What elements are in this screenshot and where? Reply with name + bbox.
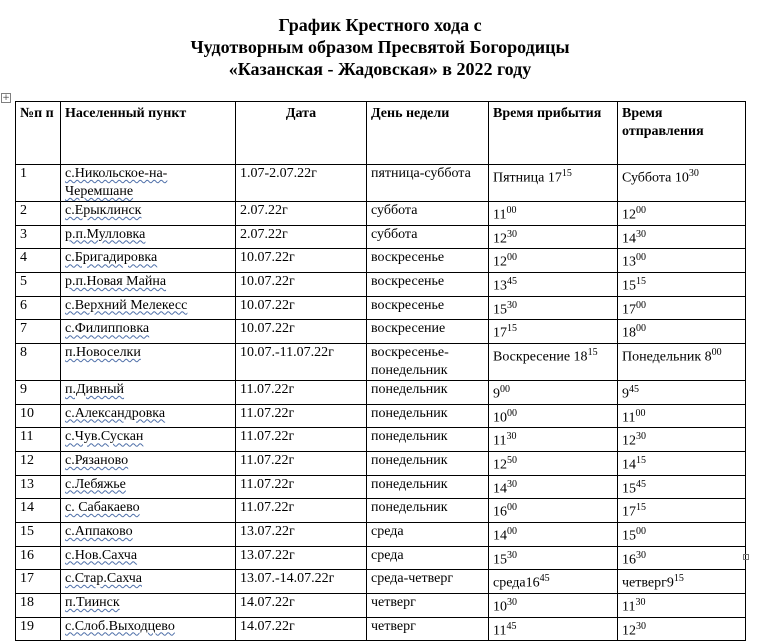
cell-arrival-minutes: 30: [506, 431, 517, 443]
cell-place: [61, 546, 236, 570]
cell-place: [61, 499, 236, 523]
cell-place: [61, 475, 236, 499]
cell-weekday: [367, 343, 489, 380]
cell-date: [236, 343, 367, 380]
cell-departure-minutes: 00: [636, 323, 646, 335]
cell-num: [16, 380, 61, 404]
cell-date: [236, 522, 367, 546]
cell-place-text: с.Верхний Мелекесс: [65, 297, 188, 313]
schedule-table: [15, 101, 746, 641]
cell-weekday-text: четверг: [371, 618, 416, 634]
cell-num: [16, 451, 61, 475]
cell-departure-text: 9: [622, 386, 629, 402]
cell-arrival-text: 11: [493, 433, 507, 449]
cell-date-text: 10.07.-11.07.22г: [240, 344, 334, 360]
cell-departure-text: 18: [622, 325, 636, 341]
cell-departure-text: Суббота 10: [622, 170, 689, 186]
cell-arrival-text: 15: [493, 552, 507, 568]
cell-departure: [618, 343, 746, 380]
cell-departure-minutes: 45: [629, 383, 639, 395]
cell-num-text: 14: [20, 500, 34, 516]
table-row: [16, 165, 746, 202]
table-row: [16, 249, 746, 273]
cell-weekday-text: понедельник: [371, 500, 448, 516]
cell-arrival: [489, 380, 618, 404]
cell-departure-minutes: 00: [636, 205, 646, 216]
cell-num-text: 18: [20, 594, 34, 610]
cell-place: [61, 249, 236, 273]
cell-departure: [618, 404, 746, 428]
cell-date: [236, 570, 367, 594]
header-arrival: Время прибытия: [489, 102, 618, 165]
header-row: [16, 102, 746, 165]
cell-arrival-minutes: 45: [507, 275, 517, 287]
cell-place: [61, 202, 236, 226]
cell-weekday: [367, 499, 489, 523]
cell-num: [16, 249, 61, 273]
cell-place: [61, 165, 236, 202]
title-line-3: «Казанская - Жадовская» в 2022 году: [228, 59, 532, 79]
cell-num: [16, 343, 61, 380]
cell-departure-minutes: 15: [673, 573, 684, 585]
cell-arrival: [489, 428, 618, 452]
cell-weekday-text: воскресенье: [371, 250, 445, 266]
table-row: [16, 546, 746, 570]
title-line-2: Чудотворным образом Пресвятой Богородицы: [190, 37, 570, 57]
cell-arrival-minutes: 45: [539, 573, 550, 585]
cell-departure-text: 14: [622, 231, 636, 247]
table-row: [16, 404, 746, 428]
cell-departure-minutes: 00: [711, 346, 722, 358]
cell-num: [16, 272, 61, 296]
cell-date: [236, 499, 367, 523]
cell-departure: [618, 272, 746, 296]
cell-departure: [618, 165, 746, 202]
cell-departure-text: Понедельник 8: [622, 349, 712, 365]
cell-arrival-text: Пятница 17: [493, 170, 562, 186]
cell-arrival-minutes: 15: [561, 168, 572, 179]
cell-place-text: п.Дивный: [65, 381, 125, 397]
table-row: [16, 428, 746, 452]
cell-place-text: с.Александровка: [65, 405, 166, 421]
cell-date: [236, 272, 367, 296]
cell-arrival-text: 12: [493, 457, 507, 473]
cell-weekday: [367, 380, 489, 404]
cell-weekday-text: пятница-суббота: [371, 166, 471, 181]
cell-weekday-text: понедельник: [371, 452, 448, 468]
table-row: [16, 499, 746, 523]
cell-weekday-text: суббота: [371, 203, 418, 218]
table-row: [16, 343, 746, 380]
cell-arrival-text: 10: [493, 410, 507, 426]
cell-num-text: 10: [20, 405, 34, 421]
cell-departure-minutes: 30: [636, 431, 646, 443]
cell-num-text: 19: [20, 618, 34, 634]
cell-place: [61, 451, 236, 475]
cell-departure-minutes: 30: [636, 549, 646, 561]
cell-place: [61, 343, 236, 380]
cell-date: [236, 380, 367, 404]
table-row: [16, 593, 746, 617]
cell-place: [61, 380, 236, 404]
cell-departure-text: 12: [622, 433, 636, 449]
cell-arrival-minutes: 30: [507, 299, 517, 311]
cell-place: [61, 320, 236, 344]
title-line-1: График Крестного хода с: [278, 15, 482, 35]
cell-num-text: 3: [20, 226, 27, 242]
cell-date: [236, 404, 367, 428]
cell-num: [16, 296, 61, 320]
cell-date-text: 1.07-2.07.22г: [240, 166, 317, 181]
cell-place: [61, 404, 236, 428]
cell-num: [16, 593, 61, 617]
cell-weekday-text: понедельник: [371, 429, 448, 445]
cell-departure: [618, 380, 746, 404]
cell-num: [16, 570, 61, 594]
cell-date-text: 11.07.22г: [240, 429, 295, 445]
cell-date-text: 11.07.22г: [240, 476, 295, 492]
cell-departure-minutes: 15: [636, 502, 646, 514]
cell-arrival-minutes: 30: [507, 478, 517, 490]
cell-weekday: [367, 249, 489, 273]
cell-arrival: [489, 499, 618, 523]
cell-date-text: 13.07.22г: [240, 523, 295, 539]
cell-weekday: [367, 225, 489, 249]
cell-date: [236, 428, 367, 452]
cell-num-text: 7: [20, 321, 27, 337]
cell-arrival: [489, 617, 618, 641]
cell-num-text: 4: [20, 250, 27, 266]
cell-weekday: [367, 165, 489, 202]
cell-departure: [618, 320, 746, 344]
cell-departure: [618, 296, 746, 320]
cell-departure-minutes: 00: [636, 525, 646, 537]
cell-arrival-text: 17: [493, 325, 507, 341]
cell-num-text: 13: [20, 476, 34, 492]
cell-num: [16, 428, 61, 452]
cell-date-text: 13.07.-14.07.22г: [240, 571, 335, 587]
cell-place-text: с.Рязаново: [65, 452, 129, 468]
cell-num-text: 16: [20, 547, 34, 563]
cell-num: [16, 475, 61, 499]
cell-arrival: [489, 475, 618, 499]
cell-departure-minutes: 00: [636, 299, 646, 311]
table-row: [16, 617, 746, 641]
cell-place: [61, 617, 236, 641]
cell-num-text: 6: [20, 297, 27, 313]
cell-weekday-text: воскресенье: [371, 297, 445, 313]
cell-arrival-minutes: 00: [507, 502, 517, 514]
cell-place-text: с.Лебяжье: [65, 476, 126, 492]
cell-arrival-text: 12: [493, 254, 507, 270]
cell-num: [16, 165, 61, 202]
cell-arrival-text: 14: [493, 528, 507, 544]
cell-departure-text: 14: [622, 457, 636, 473]
cell-arrival-text: среда16: [493, 575, 540, 591]
cell-date: [236, 296, 367, 320]
cell-num: [16, 499, 61, 523]
cell-weekday: [367, 593, 489, 617]
cell-departure-minutes: 30: [635, 596, 646, 608]
cell-date-text: 14.07.22г: [240, 594, 295, 610]
cell-departure: [618, 249, 746, 273]
table-move-handle-icon[interactable]: +: [2, 93, 10, 103]
cell-arrival-text: 14: [493, 481, 507, 497]
cell-weekday-text: понедельник: [371, 476, 448, 492]
cell-departure-text: 15: [622, 278, 636, 294]
cell-arrival: [489, 225, 618, 249]
cell-place-text: с.Нов.Сахча: [65, 547, 138, 563]
cell-arrival: [489, 249, 618, 273]
cell-departure: [618, 499, 746, 523]
document-title: [0, 14, 760, 80]
cell-departure-text: 12: [622, 207, 636, 223]
cell-place: [61, 272, 236, 296]
cell-departure-text: четверг9: [622, 575, 674, 591]
cell-arrival: [489, 165, 618, 202]
cell-weekday: [367, 428, 489, 452]
cell-departure-text: 17: [622, 504, 636, 520]
cell-place: [61, 570, 236, 594]
cell-arrival-minutes: 00: [507, 407, 517, 419]
table-row: [16, 296, 746, 320]
cell-place-text: п.Тиинск: [65, 594, 120, 610]
cell-arrival: [489, 320, 618, 344]
cell-date-text: 11.07.22г: [240, 405, 295, 421]
cell-place: [61, 522, 236, 546]
cell-arrival-text: Воскресение 18: [493, 349, 588, 365]
cell-departure-minutes: 00: [636, 252, 646, 264]
table-row: [16, 522, 746, 546]
cell-departure-text: 15: [622, 481, 636, 497]
cell-departure: [618, 451, 746, 475]
cell-arrival-text: 15: [493, 302, 507, 318]
cell-arrival-text: 10: [493, 599, 507, 615]
cell-departure-text: 13: [622, 254, 636, 270]
cell-date: [236, 451, 367, 475]
cell-weekday-text: среда: [371, 523, 404, 539]
cell-date-text: 11.07.22г: [240, 381, 295, 397]
cell-place-text: с.Бригадировка: [65, 250, 158, 266]
header-num: №п п: [16, 102, 61, 165]
cell-place-text: с. Сабакаево: [65, 500, 140, 516]
cell-weekday: [367, 570, 489, 594]
table-row: [16, 202, 746, 226]
cell-departure: [618, 593, 746, 617]
cell-date: [236, 320, 367, 344]
cell-date-text: 10.07.22г: [240, 297, 295, 313]
cell-weekday: [367, 404, 489, 428]
cell-arrival: [489, 593, 618, 617]
cell-arrival-minutes: 50: [507, 454, 517, 466]
cell-date-text: 11.07.22г: [240, 500, 295, 516]
cell-date-text: 14.07.22г: [240, 618, 295, 634]
cell-arrival-minutes: 00: [500, 383, 510, 395]
cell-arrival-minutes: 00: [507, 252, 517, 264]
cell-weekday-text: среда-четверг: [371, 571, 454, 587]
cell-num-text: 12: [20, 452, 34, 468]
cell-arrival: [489, 343, 618, 380]
cell-arrival-text: 11: [493, 207, 507, 223]
header-place: Населенный пункт: [61, 102, 236, 165]
table-resize-handle-icon[interactable]: [743, 554, 749, 560]
cell-arrival-text: 11: [493, 623, 507, 639]
cell-departure-text: 15: [622, 528, 636, 544]
cell-date-text: 10.07.22г: [240, 321, 295, 337]
table-row: [16, 225, 746, 249]
cell-departure: [618, 428, 746, 452]
table-row: [16, 320, 746, 344]
cell-weekday: [367, 451, 489, 475]
cell-num: [16, 202, 61, 226]
cell-num-text: 9: [20, 381, 27, 397]
cell-place-text: с.Аппаково: [65, 523, 133, 539]
cell-place-text: с.Слоб.Выходцево: [65, 618, 175, 634]
cell-arrival-text: 12: [493, 231, 507, 247]
cell-weekday-text: суббота: [371, 226, 418, 242]
cell-num-text: 17: [20, 571, 34, 587]
cell-departure-text: 12: [622, 623, 636, 639]
cell-place-text: с.Никольское-на-Черемшане: [65, 166, 168, 199]
cell-weekday-text: понедельник: [371, 381, 448, 397]
cell-weekday: [367, 202, 489, 226]
cell-date: [236, 617, 367, 641]
cell-num: [16, 225, 61, 249]
cell-weekday: [367, 272, 489, 296]
cell-weekday-text: воскресение: [371, 321, 446, 337]
cell-place-text: с.Чув.Сускан: [65, 429, 144, 445]
header-departure: Время отправления: [618, 102, 746, 165]
cell-place: [61, 296, 236, 320]
cell-date: [236, 249, 367, 273]
header-weekday: День недели: [367, 102, 489, 165]
cell-departure-minutes: 15: [636, 275, 646, 287]
cell-weekday: [367, 320, 489, 344]
cell-departure: [618, 570, 746, 594]
table-row: [16, 451, 746, 475]
cell-num: [16, 617, 61, 641]
header-date: Дата: [236, 102, 367, 165]
cell-num-text: 8: [20, 344, 27, 360]
cell-place-text: с.Ерыклинск: [65, 203, 142, 218]
cell-arrival: [489, 404, 618, 428]
cell-weekday-text: среда: [371, 547, 404, 563]
cell-arrival-minutes: 45: [506, 620, 517, 632]
cell-date: [236, 593, 367, 617]
cell-date-text: 2.07.22г: [240, 203, 288, 218]
cell-weekday: [367, 475, 489, 499]
cell-arrival-text: 16: [493, 504, 507, 520]
cell-place: [61, 593, 236, 617]
cell-num: [16, 320, 61, 344]
cell-place-text: с.Филипповка: [65, 321, 150, 337]
cell-num: [16, 546, 61, 570]
cell-num-text: 11: [20, 429, 34, 445]
cell-num-text: 2: [20, 203, 27, 218]
cell-departure-text: 11: [622, 599, 636, 615]
cell-date-text: 13.07.22г: [240, 547, 295, 563]
cell-date-text: 2.07.22г: [240, 226, 288, 242]
cell-num: [16, 522, 61, 546]
cell-date: [236, 546, 367, 570]
cell-date: [236, 202, 367, 226]
cell-weekday-text: четверг: [371, 594, 416, 610]
cell-departure: [618, 475, 746, 499]
cell-arrival-minutes: 30: [507, 596, 517, 608]
cell-arrival: [489, 202, 618, 226]
cell-date: [236, 225, 367, 249]
table-row: [16, 272, 746, 296]
cell-arrival-minutes: 15: [587, 346, 598, 358]
cell-departure: [618, 522, 746, 546]
cell-departure-minutes: 15: [636, 454, 646, 466]
cell-weekday: [367, 546, 489, 570]
cell-departure-minutes: 30: [688, 168, 699, 179]
cell-arrival-text: 13: [493, 278, 507, 294]
cell-weekday: [367, 296, 489, 320]
cell-arrival-minutes: 00: [507, 525, 517, 537]
cell-weekday: [367, 617, 489, 641]
cell-arrival-minutes: 30: [507, 549, 517, 561]
cell-num-text: 15: [20, 523, 34, 539]
cell-departure-text: 11: [622, 410, 636, 426]
table-row: [16, 570, 746, 594]
cell-place-text: р.п.Новая Майна: [65, 273, 167, 289]
cell-departure-minutes: 00: [635, 407, 646, 419]
cell-date: [236, 475, 367, 499]
cell-departure-minutes: 30: [636, 620, 646, 632]
cell-weekday-text: воскресенье: [371, 273, 445, 289]
cell-arrival: [489, 296, 618, 320]
cell-weekday-text: воскресенье-понедельник: [371, 344, 449, 378]
cell-num-text: 1: [20, 166, 27, 181]
cell-arrival: [489, 272, 618, 296]
cell-arrival: [489, 570, 618, 594]
cell-departure: [618, 225, 746, 249]
cell-arrival: [489, 522, 618, 546]
cell-place-text: р.п.Мулловка: [65, 226, 146, 242]
cell-date-text: 11.07.22г: [240, 452, 295, 468]
cell-arrival-text: 9: [493, 386, 500, 402]
cell-place: [61, 225, 236, 249]
cell-place-text: п.Новоселки: [65, 344, 141, 360]
cell-weekday: [367, 522, 489, 546]
cell-departure-text: 16: [622, 552, 636, 568]
cell-departure: [618, 617, 746, 641]
cell-departure: [618, 546, 746, 570]
cell-departure: [618, 202, 746, 226]
cell-date-text: 10.07.22г: [240, 250, 295, 266]
cell-date-text: 10.07.22г: [240, 273, 295, 289]
cell-arrival-minutes: 00: [506, 205, 517, 216]
cell-weekday-text: понедельник: [371, 405, 448, 421]
cell-place: [61, 428, 236, 452]
cell-num-text: 5: [20, 273, 27, 289]
cell-arrival: [489, 546, 618, 570]
cell-arrival: [489, 451, 618, 475]
cell-departure-text: 17: [622, 302, 636, 318]
table-row: [16, 380, 746, 404]
cell-place-text: с.Стар.Сахча: [65, 571, 142, 587]
cell-num: [16, 404, 61, 428]
cell-departure-minutes: 30: [636, 228, 646, 240]
cell-arrival-minutes: 15: [507, 323, 517, 335]
cell-arrival-minutes: 30: [507, 228, 517, 240]
table-row: [16, 475, 746, 499]
cell-date: [236, 165, 367, 202]
cell-departure-minutes: 45: [636, 478, 646, 490]
